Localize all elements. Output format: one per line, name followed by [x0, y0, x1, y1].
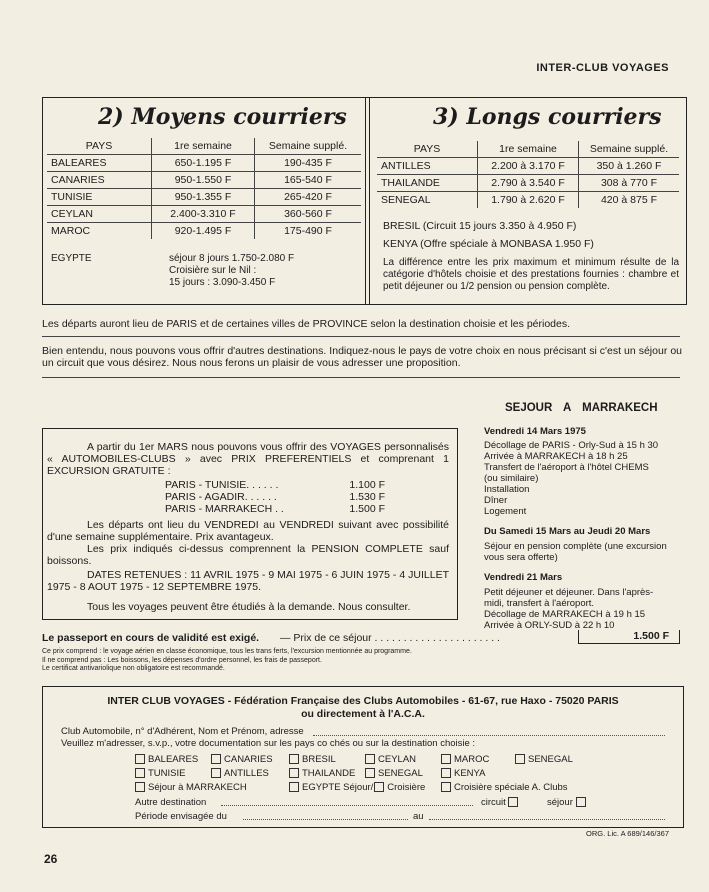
egypte-label: EGYPTE	[51, 253, 92, 264]
longs-title: 3) Longs courriers	[433, 104, 662, 130]
table-row: THAILANDE 2.790 à 3.540 F 308 à 770 F	[377, 175, 679, 192]
checkbox-circuit[interactable]: circuit	[481, 797, 521, 808]
offer-departs: Les départs ont lieu du VENDREDI au VENDREDI suivant avec possibilité d'une semaine supplémentaire. Prix avantageux.	[47, 519, 449, 543]
autre-destination-label: Autre destination	[135, 797, 207, 808]
moyens-title: 2) Moyens courriers	[98, 104, 347, 130]
checkbox-ceylan[interactable]: CEYLAN	[365, 754, 416, 765]
table-row: TUNISIE 950-1.355 F 265-420 F	[47, 189, 361, 206]
offer-dates: DATES RETENUES : 11 AVRIL 1975 - 9 MAI 1975 - 6 JUIN 1975 - 4 JUILLET 1975 - 8 AOUT 1975 - 12 SEPTEMBRE 1975.	[47, 569, 449, 593]
checkbox-bresil[interactable]: BRESIL	[289, 754, 336, 765]
page-header: INTER-CLUB VOYAGES	[536, 62, 669, 74]
bresil-line: BRESIL (Circuit 15 jours 3.350 à 4.950 F)	[383, 220, 577, 232]
checkbox-senegal[interactable]: SENEGAL	[515, 754, 573, 765]
egypte-detail: séjour 8 jours 1.750-2.080 F Croisière sur le Nil : 15 jours : 3.090-3.450 F	[169, 253, 295, 288]
moyens-table: PAYS 1re semaine Semaine supplé. BALEARES 650-1.195 F 190-435 F CANARIES 950-1.550 F 165-540 F TUNISIE 950-1.355 F 265-420 F CEYLAN 2.400-3.310 F 360-560 F MAROC 920-1.495 F 175-490 F	[47, 138, 361, 239]
destinations-text: Bien entendu, nous pouvons vous offrir d'autres destinations. Indiquez-nous le pays de votre choix en nous précisant si c'est un séjour ou un circuit que vous désirez. Nous nous ferons un plaisir de vous adresser une proposition.	[42, 345, 682, 369]
table-row: ANTILLES 2.200 à 3.170 F 350 à 1.260 F	[377, 158, 679, 175]
longs-table: PAYS 1re semaine Semaine supplé. ANTILLES 2.200 à 3.170 F 350 à 1.260 F THAILANDE 2.790 à 3.540 F 308 à 770 F SENEGAL 1.790 à 2.620 F 420 à 875 F	[377, 141, 679, 208]
form-subtitle: ou directement à l'A.C.A.	[301, 708, 425, 720]
checkbox-senegal-2[interactable]: SENEGAL	[365, 768, 423, 779]
periode-au-label: au	[413, 811, 424, 822]
checkbox-thailande[interactable]: THAILANDE	[289, 768, 355, 779]
member-field-label: Club Automobile, n° d'Adhérent, Nom et Prénom, adresse	[61, 726, 304, 737]
checkbox-sejour[interactable]: séjour	[547, 797, 589, 808]
periode-du-field[interactable]	[243, 819, 408, 820]
longs-note: La différence entre les prix maximum et minimum résulte de la catégorie d'hôtels choisie et des prestations fournies : chambre et petit déjeuner ou 1/2 pension ou pension complète.	[383, 257, 679, 292]
departs-text: Les départs auront lieu de PARIS et de certaines villes de PROVINCE selon la destination choisie et les périodes.	[42, 318, 571, 330]
offer-box	[42, 428, 458, 620]
checkbox-antilles[interactable]: ANTILLES	[211, 768, 269, 779]
sejour-title: SEJOUR A MARRAKECH	[505, 402, 658, 414]
table-row: CEYLAN 2.400-3.310 F 360-560 F	[47, 206, 361, 223]
checkbox-canaries[interactable]: CANARIES	[211, 754, 273, 765]
periode-label: Période envisagée du	[135, 811, 227, 822]
license-code: ORG. Lic. A 689/146/367	[586, 829, 669, 838]
price-box: 1.500 F	[578, 630, 680, 644]
checkbox-tunisie[interactable]: TUNISIE	[135, 768, 185, 779]
table-row: SENEGAL 1.790 à 2.620 F 420 à 875 F	[377, 192, 679, 209]
table-row: CANARIES 950-1.550 F 165-540 F	[47, 172, 361, 189]
checkbox-egypte[interactable]: EGYPTE Séjour/ Croisière	[289, 782, 425, 793]
tariff-box	[42, 97, 687, 305]
order-form	[42, 686, 684, 828]
table-row: MAROC 920-1.495 F 175-490 F	[47, 223, 361, 240]
offer-intro: A partir du 1er MARS nous pouvons vous offrir des VOYAGES personnalisés « AUTOMOBILES-CLUBS » avec PRIX PREFERENTIELS et comprenant 1 EXCURSION GRATUITE :	[47, 441, 449, 477]
price-conditions: Ce prix comprend : le voyage aérien en classe économique, tous les trans ferts, l'excursion mentionnée au programme. Il ne comprend pas : Les boissons, les dépenses d'ordre personnel, les frais de passeport. Le certificat antivariolique non obligatoire est recommandé.	[42, 648, 412, 672]
table-row: BALEARES 650-1.195 F 190-435 F	[47, 155, 361, 172]
offer-demande: Tous les voyages peuvent être étudiés à la demande. Nous consulter.	[87, 601, 411, 613]
checkbox-croisiere-speciale[interactable]: Croisière spéciale A. Clubs	[441, 782, 568, 793]
sejour-program: Vendredi 14 Mars 1975 Décollage de PARIS - Orly-Sud à 15 h 30 Arrivée à MARRAKECH à 18 h 25 Transfert de l'aéroport à l'hôtel CHEMS (ou similaire) Installation Dîner Logement Du Samedi 15 Mars au Jeudi 20 Mars Séjour en pension complète (une excursion vous sera offerte) Vendredi 21 Mars Petit déjeuner et déjeuner. Dans l'après- midi, transfert à l'aéroport. Décollage de MARRAKECH à 19 h 15 Arrivée à ORLY-SUD à 22 h 10	[484, 426, 667, 631]
offer-inclus: Les prix indiqués ci-dessus comprennent la PENSION COMPLETE sauf boissons.	[47, 543, 449, 567]
page-number: 26	[44, 852, 58, 866]
kenya-line: KENYA (Offre spéciale à MONBASA 1.950 F)	[383, 238, 594, 250]
member-field[interactable]	[313, 735, 665, 736]
form-title: INTER CLUB VOYAGES - Fédération Française des Clubs Automobiles - 61-67, rue Haxo - 75020 PARIS	[107, 695, 619, 707]
checkbox-marrakech[interactable]: Séjour à MARRAKECH	[135, 782, 247, 793]
periode-au-field[interactable]	[429, 819, 665, 820]
passport-note: Le passeport en cours de validité est exigé.	[42, 632, 260, 644]
price-label: — Prix de ce séjour . . . . . . . . . . . . . . . . . . . . . .	[280, 632, 500, 644]
checkbox-baleares[interactable]: BALEARES	[135, 754, 198, 765]
form-request: Veuillez m'adresser, s.v.p., votre documentation sur les pays co chés ou sur la destination choisie :	[61, 738, 476, 749]
autre-destination-field[interactable]	[221, 805, 473, 806]
checkbox-kenya[interactable]: KENYA	[441, 768, 486, 779]
price-list: PARIS - TUNISIE. . . . . . 1.100 F PARIS - AGADIR. . . . . . 1.530 F PARIS - MARRAKECH . . 1.500 F	[165, 479, 385, 515]
checkbox-maroc[interactable]: MAROC	[441, 754, 489, 765]
